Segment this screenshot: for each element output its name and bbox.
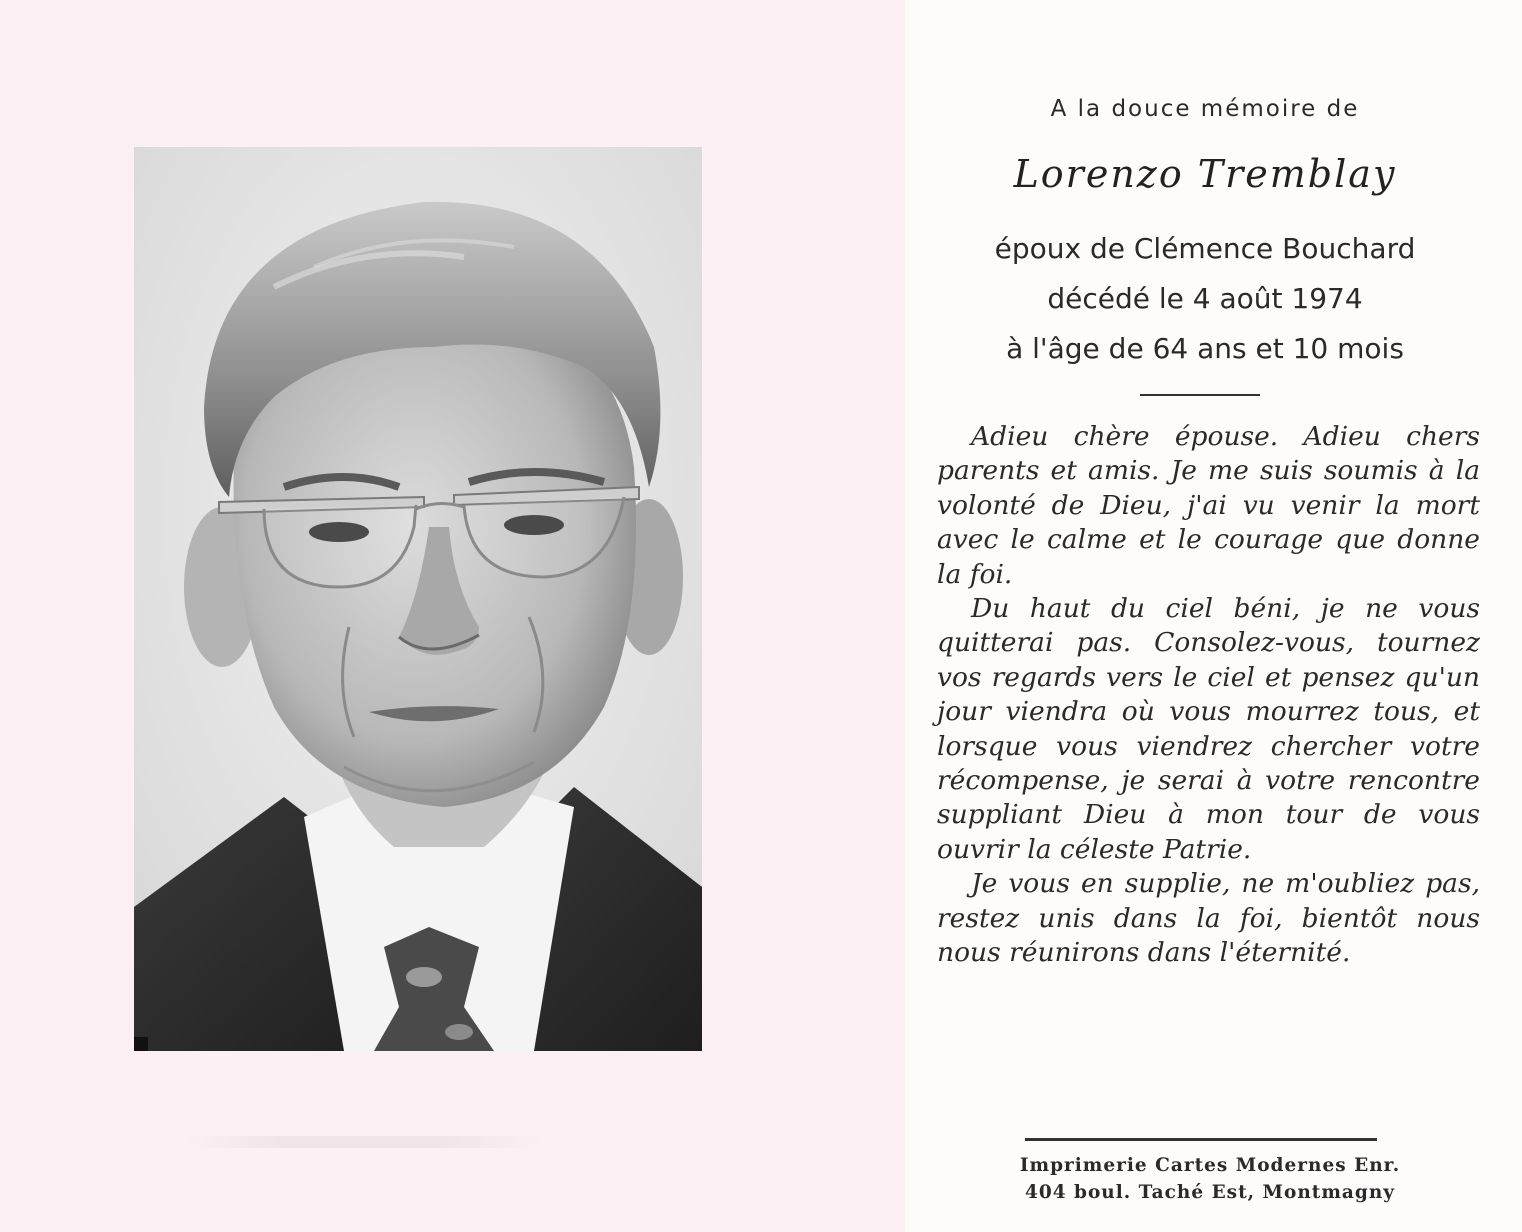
short-divider (1140, 394, 1260, 396)
poem-paragraph-1: Adieu chère épouse. Adieu chers parents et amis. Je me suis soumis à la volonté de Dieu, j'ai vu venir la mort avec le calme et le courage que donne la foi. (937, 421, 1480, 590)
portrait-illustration (134, 147, 702, 1051)
cropped-top-text (935, 0, 1495, 6)
info-block (935, 200, 1475, 374)
tie-pattern-2 (445, 1024, 473, 1040)
right-eye (504, 515, 564, 535)
age-line: à l'âge de 64 ans et 10 mois (1006, 332, 1404, 365)
death-date-line: décédé le 4 août 1974 (1047, 282, 1363, 315)
portrait-photo (134, 147, 702, 1051)
poem-paragraph-3: Je vous en supplie, ne m'oubliez pas, restez unis dans la foi, bientôt nous nous réunirons dans l'éternité. (937, 868, 1480, 969)
deceased-name: Lorenzo Tremblay (1013, 152, 1397, 196)
memorial-intro: A la douce mémoire de (1050, 96, 1360, 122)
left-eye (309, 522, 369, 542)
photo-edge-shadow (183, 1136, 543, 1148)
long-divider (1025, 1138, 1377, 1141)
printer-imprint (960, 1152, 1460, 1206)
printer-address: 404 boul. Taché Est, Montmagny (1024, 1182, 1396, 1203)
printer-name: Imprimerie Cartes Modernes Enr. (1019, 1155, 1401, 1176)
poem-paragraph-2: Du haut du ciel béni, je ne vous quitterai pas. Consolez-vous, tournez vos regards vers le ciel et pensez qu'un jour viendra où vous mourrez tous, et lorsque vous viendrez chercher votre récompense, je serai à votre rencontre suppliant Dieu à mon tour de vous ouvrir la céleste Patrie. (937, 593, 1480, 865)
farewell-poem (937, 420, 1480, 971)
tie-pattern (406, 967, 442, 987)
photo-corner-mark (134, 1037, 148, 1051)
card-header (935, 88, 1475, 374)
spouse-line: époux de Clémence Bouchard (994, 232, 1416, 265)
